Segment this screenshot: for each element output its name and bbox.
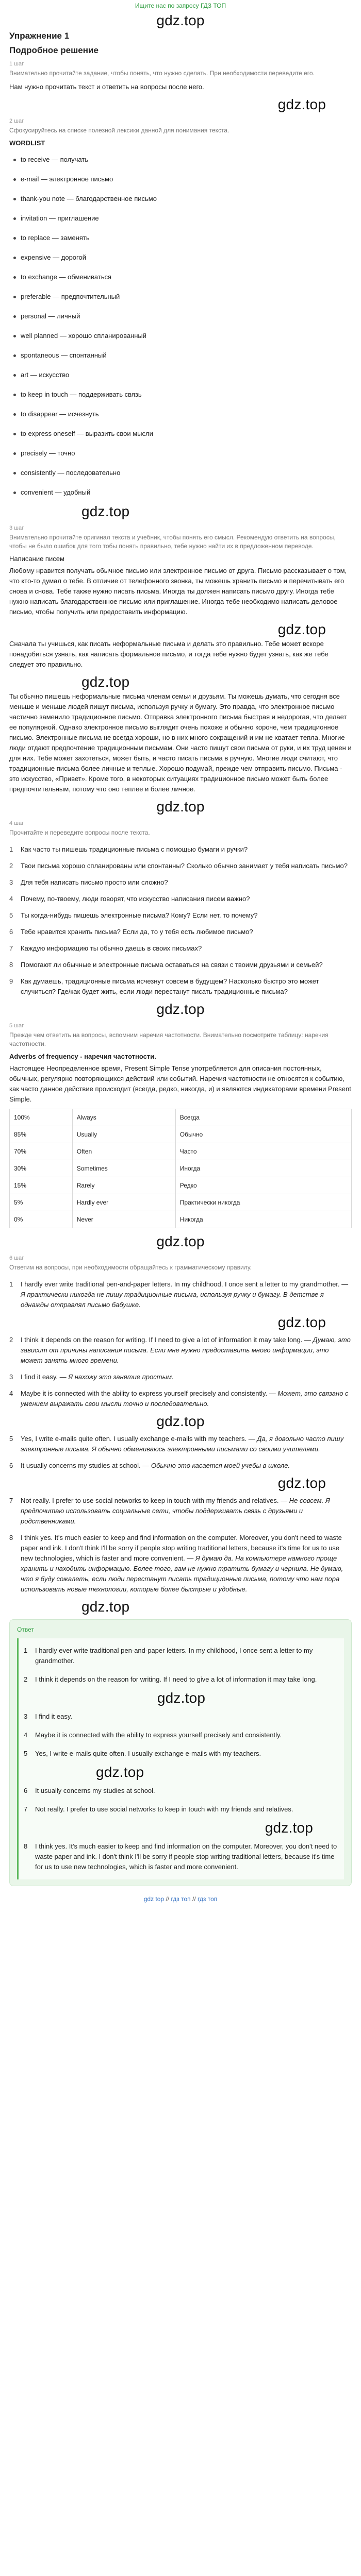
table-row: 0% Never Никогда [10,1211,352,1228]
step-3 [9,525,352,794]
list-item: to express oneself — выразить свои мысли [9,424,352,444]
answer-item: 4 Maybe it is connected with the ability to express yourself precisely and consistently. — Может, это связано с умением выражать свои мысли точно и последовательно. [9,1389,349,1408]
table-row: 30% Sometimes Иногда [10,1160,352,1177]
list-item: 6 Тебе нравится хранить письма? Если да, то у тебя есть любимое письмо? [9,928,253,936]
answer-item: 8 I think yes. It's much easier to keep and find information on the computer. Moreover, you don't need to waste paper and ink. I don't think I'll be sorry if people stop writing traditional letters, because it's time for us to use new technologies, which is faster and more convenient. — Я думаю да. На компьютере намного проще хранить и находить информацию. Более того, вам не нужно тратить бумагу и чернила. Не думаю, что я буду сожалеть, если люди перестанут писать традиционные письма, потому что нам пора использовать новые технологии, которые более быстрые и удобные. [9,1534,343,1593]
questions-list [9,841,352,1000]
answer-box [9,1619,352,1886]
adverbs-text: Настоящее Неопределенное время, Present Simple Tense употребляется для описания постоянных, обычных, регулярно повторяющихся действий или событий. Наречия частотности не относятся к событию, как часто данное действие происходит (всегда, редко, никогда, и) и являются индикаторами времени Present Simple. [9,1064,351,1103]
step-description: Внимательно прочитайте оригинал текста и учебник, чтобы понять его смысл. Рекомендую ответить на вопросы, чтобы не было ошибок для того тобы понять правильно, тебе нужно найти их в предложенном переводе. [9,534,336,550]
frequency-table [9,1109,352,1228]
watermark: gdz.top [277,1475,326,1491]
text-paragraph: Любому нравится получать обычное письмо или электронное письмо от друга. Письмо рассказывает о том, что кто-то думал о тебе. В отличие от телефонного звонка, ты можешь хранить письмо и перечитывать его снова и снова. Тебе также нужно писать письма. Иногда ты должен написать письмо другу. Иногда тебе нужно написать благодарственное письмо или приглашение. Иногда тебе необходимо написать деловое письмо, чтобы получить или предоставить информацию. [9,567,347,616]
answer-label: Ответ [17,1626,34,1633]
watermark: gdz.top [277,96,326,112]
list-item: 5 Ты когда-нибудь пишешь электронные письма? Кому? Если нет, то почему? [9,911,258,919]
list-item: preferable — предпочтительный [9,287,352,307]
step-description: Сфокусируйтесь на списке полезной лексики данной для понимания текста. [9,127,229,134]
top-search-link[interactable]: Ищите нас по запросу ГДЗ ТОП [135,2,226,9]
watermark: gdz.top [156,799,205,815]
text-title: Написание писем [9,555,64,563]
list-item: 7 Каждую информацию ты обычно даешь в своих письмах? [9,944,202,952]
list-item: 1 Как часто ты пишешь традиционные письма с помощью бумаги и ручки? [9,845,248,853]
wordlist-title: WORDLIST [9,139,45,147]
list-item: to disappear — исчезнуть [9,404,352,424]
footer-link[interactable]: гдз топ [171,1895,191,1903]
answer-item: 6 It usually concerns my studies at school. — Обычно это касается моей учебы в школе. [9,1462,290,1469]
answer-item: 7 Not really. I prefer to use social networks to keep in touch with my friends and relatives. — Не совсем. Я предпочитаю использовать социальные сети, чтобы поддерживать связь с друзьями и родственниками. [9,1497,330,1525]
table-row: 100% Always Всегда [10,1109,352,1126]
step-description: Прежде чем ответить на вопросы, вспомним наречия частотности. Внимательно посмотрите таблицу: наречия частотности. [9,1031,329,1047]
footer-link[interactable]: гдз топ [198,1895,218,1903]
list-item: to keep in touch — поддерживать связь [9,385,352,404]
step-description: Внимательно прочитайте задание, чтобы понять, что нужно сделать. При необходимости переведите его. [9,70,315,77]
answer-item: 2 I think it depends on the reason for writing. If I need to give a lot of information it may take long. — Думаю, это зависит от причины написания письма. Если мне нужно предоставить много информации, это может занять много времени. [9,1336,351,1364]
list-item: consistently — последовательно [9,463,352,483]
step-label: 6 шаг [9,1255,24,1261]
answer-item: 4 Maybe it is connected with the ability to express yourself precisely and consistently. [24,1731,282,1739]
watermark: gdz.top [81,1599,130,1615]
answer-item: 5 Yes, I write e-mails quite often. I usually exchange e-mails with my teachers. — Да, я довольно часто пишу электронные письма. Я обычно обмениваюсь электронными письмами со своими учителями. [9,1435,344,1453]
answer-item: 6 It usually concerns my studies at school. [24,1787,155,1794]
watermark: gdz.top [96,1764,144,1780]
watermark: gdz.top [157,1690,206,1706]
watermark: gdz.top [277,1314,326,1330]
list-item: to replace — заменять [9,228,352,248]
table-row: 15% Rarely Редко [10,1177,352,1194]
step-description: Ответим на вопросы, при необходимости обращайтесь к грамматическому правилу. [9,1264,252,1271]
list-item: 8 Помогают ли обычные и электронные письма оставаться на связи с твоими друзьями и семьей? [9,961,323,969]
answer-item: 7 Not really. I prefer to use social networks to keep in touch with my friends and relatives. [24,1805,293,1813]
answer-item: 3 I find it easy. [24,1713,73,1720]
watermark: gdz.top [81,503,130,519]
list-item: spontaneous — спонтанный [9,346,352,365]
footer: gdz top // гдз топ // гдз топ [143,1895,218,1903]
step-6 [9,1255,352,1598]
list-item: 4 Почему, по-твоему, люди говорят, что искусство написания писем важно? [9,895,250,903]
wordlist [9,150,352,502]
answer-item: 8 I think yes. It's much easier to keep and find information on the computer. Moreover, you don't need to waste paper and ink. I don't think I'll be sorry if people stop writing traditional letters, because it's time for us to use new technologies, which is faster and more convenient. [24,1842,337,1871]
watermark: gdz.top [156,12,205,28]
watermark: gdz.top [81,674,130,690]
text-paragraph: Сначала ты учишься, как писать неформальные письма и делать это правильно. Тебе может вскоре понадобиться узнать, как написать формальное письмо, и тогда тебе нужно будет узнать, как же тебе следует это правильно. [9,640,329,668]
step-label: 5 шаг [9,1023,24,1029]
list-item: expensive — дорогой [9,248,352,267]
step-label: 1 шаг [9,61,24,67]
list-item: invitation — приглашение [9,209,352,228]
list-item: to exchange — обмениваться [9,267,352,287]
list-item: 9 Как думаешь, традиционные письма исчезнут совсем в будущем? Насколько быстро это может случиться? Где/как будет жить, если люди перестанут писать традиционные письма? [9,977,319,995]
watermark: gdz.top [156,1001,205,1017]
list-item: 2 Твои письма хорошо спланированы или спонтанны? Сколько обычно занимает у тебя написать письмо? [9,862,348,870]
answer-item: 1 I hardly ever write traditional pen-and-paper letters. In my childhood, I once sent a letter to my grandmother. [24,1647,313,1665]
watermark: gdz.top [156,1413,205,1429]
text-paragraph: Ты обычно пишешь неформальные письма членам семьи и друзьям. Ты можешь думать, что сегодня все меньше и меньше людей пишут письма, используя ручку и бумагу. Это правда, что электронное письмо частично заменило традиционное письмо. Отправка электронного письма быстрая и недорогая, что делает ее популярной. Однако электронное письмо выглядит очень похоже и обычно короче, чем традиционное письмо. Электронные письма не всегда хороши, но в них много сокращений и им не хватает тепла. Многие люди отдают предпочтение традиционным письмам. Они часто пишут свои письма от руки, и их труд ценен и для них. Тебе может захотеться, может быть, и часто писать письма в ручную. Многие люди считают, что традиционные письма более личные и теплые. Хорошо подумай, прежде чем отправить письмо. Письма - это искусство, «Привет». Кроме того, в некоторых ситуациях традиционное письмо может быть более предпочтительным, потому что оно теплее и более личное. [9,692,352,793]
watermark: gdz.top [277,621,326,637]
footer-link[interactable]: gdz top [143,1895,165,1903]
step-label: 2 шаг [9,118,24,124]
watermark: gdz.top [156,1233,205,1249]
answer-item: 2 I think it depends on the reason for writing. If I need to give a lot of information it may take long. [24,1675,317,1683]
watermark: gdz.top [265,1820,313,1836]
step-label: 3 шаг [9,525,24,531]
exercise-title: Упражнение 1 [9,31,70,41]
list-item: well planned — хорошо спланированный [9,326,352,346]
list-item: 3 Для тебя написать письмо просто или сложно? [9,878,168,886]
answer-content [17,1638,344,1879]
solution-title: Подробное решение [9,45,99,55]
table-row: 85% Usually Обычно [10,1126,352,1143]
list-item: to receive — получать [9,150,352,170]
answer-item: 5 Yes, I write e-mails quite often. I usually exchange e-mails with my teachers. [24,1750,261,1757]
step-text: Нам нужно прочитать текст и ответить на вопросы после него. [9,83,204,91]
step-1 [9,61,352,92]
list-item: precisely — точно [9,444,352,463]
adverbs-title: Adverbs of frequency - наречия частотности. [9,1053,156,1060]
step-2 [9,118,352,502]
list-item: thank-you note — благодарственное письмо [9,189,352,209]
table-row: 70% Often Часто [10,1143,352,1160]
list-item: convenient — удобный [9,483,352,502]
answer-item: 3 I find it easy. — Я нахожу это занятие простым. [9,1373,174,1381]
table-row: 5% Hardly ever Практически никогда [10,1194,352,1211]
step-description: Прочитайте и переведите вопросы после текста. [9,829,150,836]
step-5 [9,1023,352,1228]
step-label: 4 шаг [9,820,24,826]
list-item: personal — личный [9,307,352,326]
step-4 [9,820,352,1000]
answer-item: 1 I hardly ever write traditional pen-and-paper letters. In my childhood, I once sent a letter to my grandmother. — Я практически никогда не пишу традиционные письма, используя ручку и бумагу. В детстве я однажды отправлял письмо бабушке. [9,1280,349,1309]
list-item: art — искусство [9,365,352,385]
list-item: e-mail — электронное письмо [9,170,352,189]
